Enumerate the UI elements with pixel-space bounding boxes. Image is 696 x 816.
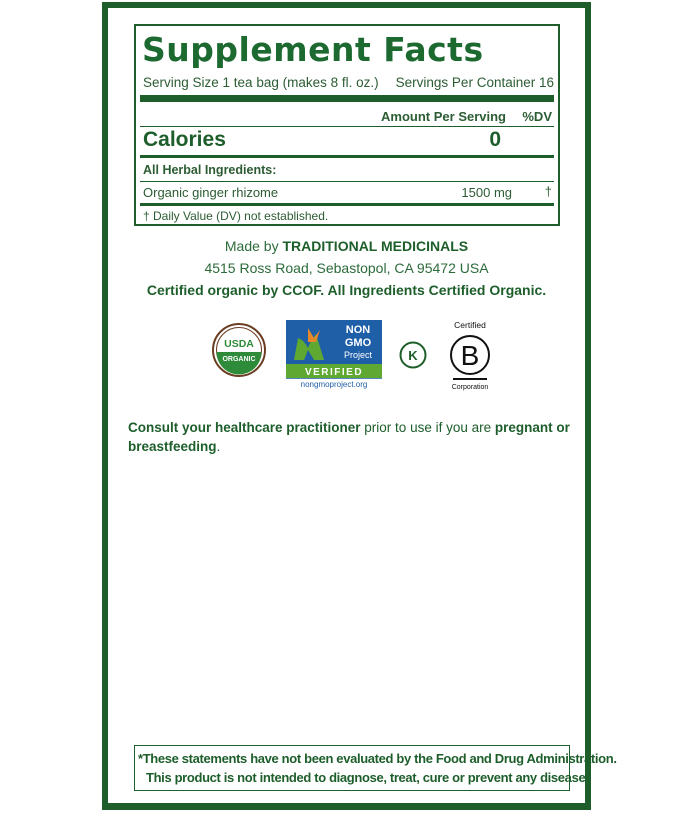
b-corp-icon (444, 320, 496, 392)
non-gmo-verified-icon (286, 320, 382, 390)
facts-title-word-2: Facts (383, 30, 484, 69)
dv-header: %DV (522, 109, 552, 124)
supplement-facts-box (134, 24, 560, 226)
consult-middle: prior to use if you are (360, 420, 495, 435)
bcorp-certified: Certified (454, 320, 486, 330)
company-address: 4515 Ross Road, Sebastopol, CA 95472 USA (204, 260, 489, 276)
nongmo-url: nongmoproject.org (300, 380, 368, 389)
consult-end: . (216, 439, 221, 454)
made-by-prefix: Made by (224, 238, 279, 254)
consult-pregnant: pregnant or breastfeeding (128, 420, 570, 454)
divider-medium (140, 155, 554, 158)
divider-medium (140, 203, 554, 206)
disclaimer-line-1: *These statements have not been evaluated by the Food and Drug Administration. (138, 751, 617, 766)
amount-per-serving-header: Amount Per Serving (381, 109, 506, 124)
usda-text: USDA (224, 338, 254, 350)
divider-thick (140, 95, 554, 102)
label-panel (102, 2, 617, 810)
company-name: TRADITIONAL MEDICINALS (282, 238, 469, 254)
ingredients-header: All Herbal Ingredients: (143, 163, 277, 177)
servings-per-container: Servings Per Container 16 (395, 75, 554, 90)
divider-thin (140, 126, 554, 127)
calories-value: 0 (489, 128, 501, 151)
organic-certification: Certified organic by CCOF. All Ingredients Certified Organic. (146, 282, 547, 298)
fda-disclaimer-box (134, 745, 617, 791)
dv-footnote: † Daily Value (DV) not established. (143, 209, 329, 223)
nongmo-verified: VERIFIED (304, 367, 364, 378)
kosher-k-icon (399, 341, 427, 369)
ingredient-dv: † (544, 184, 552, 199)
made-by-line (108, 238, 585, 254)
nongmo-project: Project (343, 350, 373, 360)
consult-bold: Consult your healthcare practitioner (128, 420, 361, 435)
divider-thin (140, 181, 554, 182)
bcorp-corporation: Corporation (451, 384, 489, 391)
consult-warning (128, 418, 572, 456)
nongmo-non: NON (345, 324, 371, 336)
ingredient-amount: 1500 mg (461, 185, 512, 200)
facts-title (142, 30, 496, 69)
nongmo-gmo: GMO (344, 337, 372, 349)
ingredient-name: Organic ginger rhizome (143, 185, 279, 200)
kosher-letter: K (408, 348, 418, 363)
calories-label: Calories (143, 128, 226, 151)
label-content (108, 8, 617, 803)
disclaimer-line-2: This product is not intended to diagnose, treat, cure or prevent any disease. (146, 770, 589, 785)
serving-size: Serving Size 1 tea bag (makes 8 fl. oz.) (143, 75, 379, 90)
usda-organic-seal-icon (212, 323, 266, 377)
bcorp-b: B (460, 340, 480, 371)
facts-title-word-1: Supplement (142, 30, 372, 69)
usda-organic-text: ORGANIC (222, 356, 256, 363)
